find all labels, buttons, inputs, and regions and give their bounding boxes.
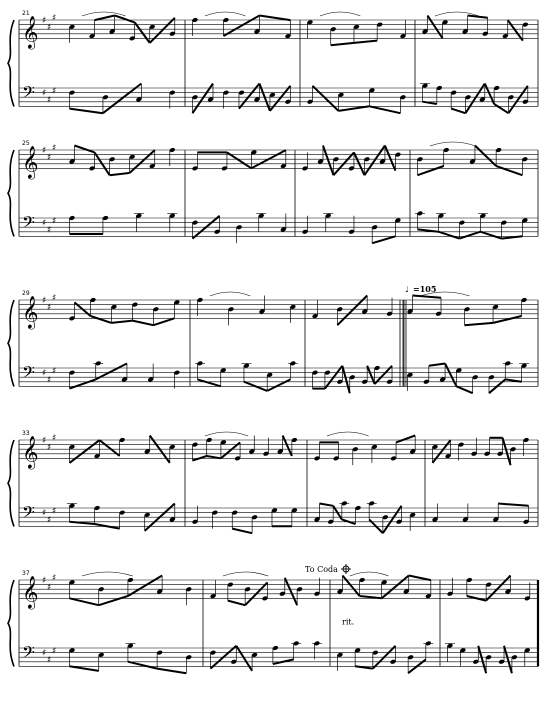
- beam: [360, 596, 382, 598]
- bass-clef-icon: 𝄢: [22, 502, 35, 527]
- beam: [135, 22, 150, 43]
- sharp-icon: ♯: [42, 296, 47, 306]
- sharp-icon: ♯: [52, 433, 57, 444]
- beam: [451, 109, 465, 114]
- sharp-icon: ♯: [52, 293, 57, 304]
- beam: [494, 104, 508, 113]
- beam: [428, 16, 443, 39]
- beam: [128, 576, 162, 597]
- measure-number: 37: [22, 570, 30, 577]
- sharp-icon: ♯: [47, 225, 52, 236]
- beam: [438, 232, 459, 239]
- tempo-marking: =105: [413, 284, 437, 294]
- sharp-icon: ♯: [47, 515, 52, 526]
- bass-clef-icon: 𝄢: [22, 212, 35, 237]
- beam: [342, 366, 349, 393]
- beam: [343, 576, 360, 597]
- beam: [465, 323, 494, 325]
- sharp-icon: ♯: [52, 506, 57, 517]
- beam: [111, 321, 132, 323]
- brace: [8, 440, 14, 526]
- beam: [157, 669, 186, 674]
- rit-marking: rit.: [342, 617, 355, 627]
- beam: [153, 318, 174, 325]
- beam: [70, 598, 99, 605]
- beam: [70, 109, 103, 114]
- beam: [367, 366, 374, 384]
- sharp-icon: ♯: [47, 655, 52, 666]
- brace: [8, 580, 14, 666]
- beam: [508, 86, 527, 113]
- slur: [430, 142, 476, 146]
- sharp-icon: ♯: [42, 576, 47, 586]
- beam: [418, 229, 439, 231]
- brace: [8, 20, 14, 106]
- sharp-icon: ♯: [52, 86, 57, 97]
- beam: [75, 146, 95, 153]
- beam: [232, 529, 252, 534]
- beam: [239, 84, 259, 109]
- beam: [480, 232, 501, 239]
- beam: [382, 576, 409, 599]
- treble-clef-icon: 𝄞: [22, 145, 39, 179]
- beam: [429, 364, 445, 366]
- beam: [95, 16, 115, 21]
- sharp-icon: ♯: [42, 146, 47, 156]
- system-2: [8, 140, 538, 243]
- slur: [223, 572, 268, 576]
- beam: [110, 173, 130, 175]
- sharp-icon: ♯: [47, 375, 52, 386]
- beam: [70, 379, 96, 388]
- beam: [478, 646, 486, 673]
- sharp-icon: ♯: [52, 366, 57, 377]
- brace: [8, 300, 14, 386]
- sharp-icon: ♯: [52, 216, 57, 227]
- beam: [259, 16, 290, 21]
- beam: [270, 86, 290, 111]
- beam: [99, 596, 128, 605]
- measure-number: 21: [22, 10, 30, 17]
- beam: [236, 646, 252, 671]
- beam: [283, 436, 292, 457]
- system-5: [8, 570, 538, 673]
- beam: [369, 106, 400, 113]
- beam: [128, 662, 157, 669]
- beam: [313, 86, 339, 111]
- bass-clef-icon: 𝄢: [22, 642, 35, 667]
- beam: [475, 146, 496, 167]
- beam: [383, 506, 402, 533]
- sharp-icon: ♯: [47, 152, 52, 163]
- sharp-icon: ♯: [47, 442, 52, 453]
- treble-clef-icon: 𝄞: [22, 295, 39, 329]
- beam: [372, 236, 395, 243]
- sharp-icon: ♯: [47, 22, 52, 33]
- brace: [8, 150, 14, 236]
- beam: [354, 41, 377, 43]
- beam: [198, 379, 221, 386]
- beam: [496, 166, 522, 175]
- beam: [228, 601, 245, 606]
- treble-clef-icon: 𝄞: [22, 15, 39, 49]
- beam: [396, 436, 415, 443]
- beam: [456, 386, 472, 393]
- sharp-icon: ♯: [42, 508, 47, 519]
- measure-number: 25: [22, 140, 30, 147]
- slur: [205, 12, 245, 16]
- beam: [433, 440, 451, 463]
- beam: [285, 578, 297, 605]
- sharp-icon: ♯: [52, 13, 57, 24]
- beam: [505, 379, 521, 381]
- beam: [413, 296, 442, 298]
- beam: [267, 379, 290, 391]
- to-coda-label: To Coda: [305, 565, 338, 574]
- beam: [130, 150, 155, 173]
- beam: [504, 646, 512, 673]
- sharp-icon: ♯: [52, 646, 57, 657]
- slur: [327, 432, 369, 436]
- beam: [207, 456, 221, 458]
- sharp-icon: ♯: [42, 218, 47, 229]
- beam: [508, 20, 523, 40]
- sharp-icon: ♯: [42, 88, 47, 99]
- sharp-icon: ♯: [52, 573, 57, 584]
- system-1: [8, 10, 538, 113]
- beam: [409, 576, 431, 581]
- treble-clef-icon: 𝄞: [22, 435, 39, 469]
- beam: [503, 438, 511, 465]
- beam: [70, 666, 99, 671]
- beam: [132, 321, 153, 326]
- slur: [350, 572, 388, 576]
- sharp-icon: ♯: [42, 436, 47, 446]
- beam: [418, 166, 444, 175]
- bass-clef-icon: 𝄢: [22, 82, 35, 107]
- beam: [498, 504, 528, 506]
- quarter-note-icon: ♩: [405, 284, 409, 294]
- sharp-icon: ♯: [47, 582, 52, 593]
- beam: [320, 504, 334, 506]
- beam: [115, 16, 135, 23]
- slur: [210, 292, 250, 296]
- slur: [320, 12, 360, 16]
- system-3: [8, 290, 538, 393]
- sharp-icon: ♯: [47, 302, 52, 313]
- beam: [486, 576, 510, 601]
- slur: [82, 572, 133, 576]
- beam: [90, 316, 111, 323]
- sharp-icon: ♯: [42, 368, 47, 379]
- bass-clef-icon: 𝄢: [22, 362, 35, 387]
- beam: [223, 16, 259, 37]
- sharp-icon: ♯: [42, 16, 47, 26]
- beam: [150, 18, 175, 43]
- beam: [331, 43, 354, 45]
- slur: [82, 12, 126, 16]
- measure-number: 33: [22, 430, 30, 437]
- treble-clef-icon: 𝄞: [22, 575, 39, 609]
- sharp-icon: ♯: [42, 648, 47, 659]
- beam: [338, 106, 369, 111]
- slur: [205, 432, 248, 436]
- beam: [459, 232, 480, 239]
- system-4: [8, 430, 538, 533]
- measure-number: 29: [22, 290, 30, 297]
- beam: [485, 84, 494, 105]
- sharp-icon: ♯: [52, 143, 57, 154]
- beam: [493, 316, 522, 323]
- sharp-icon: ♯: [47, 95, 52, 106]
- beam: [385, 146, 395, 171]
- beam: [445, 364, 456, 387]
- beam: [70, 440, 100, 463]
